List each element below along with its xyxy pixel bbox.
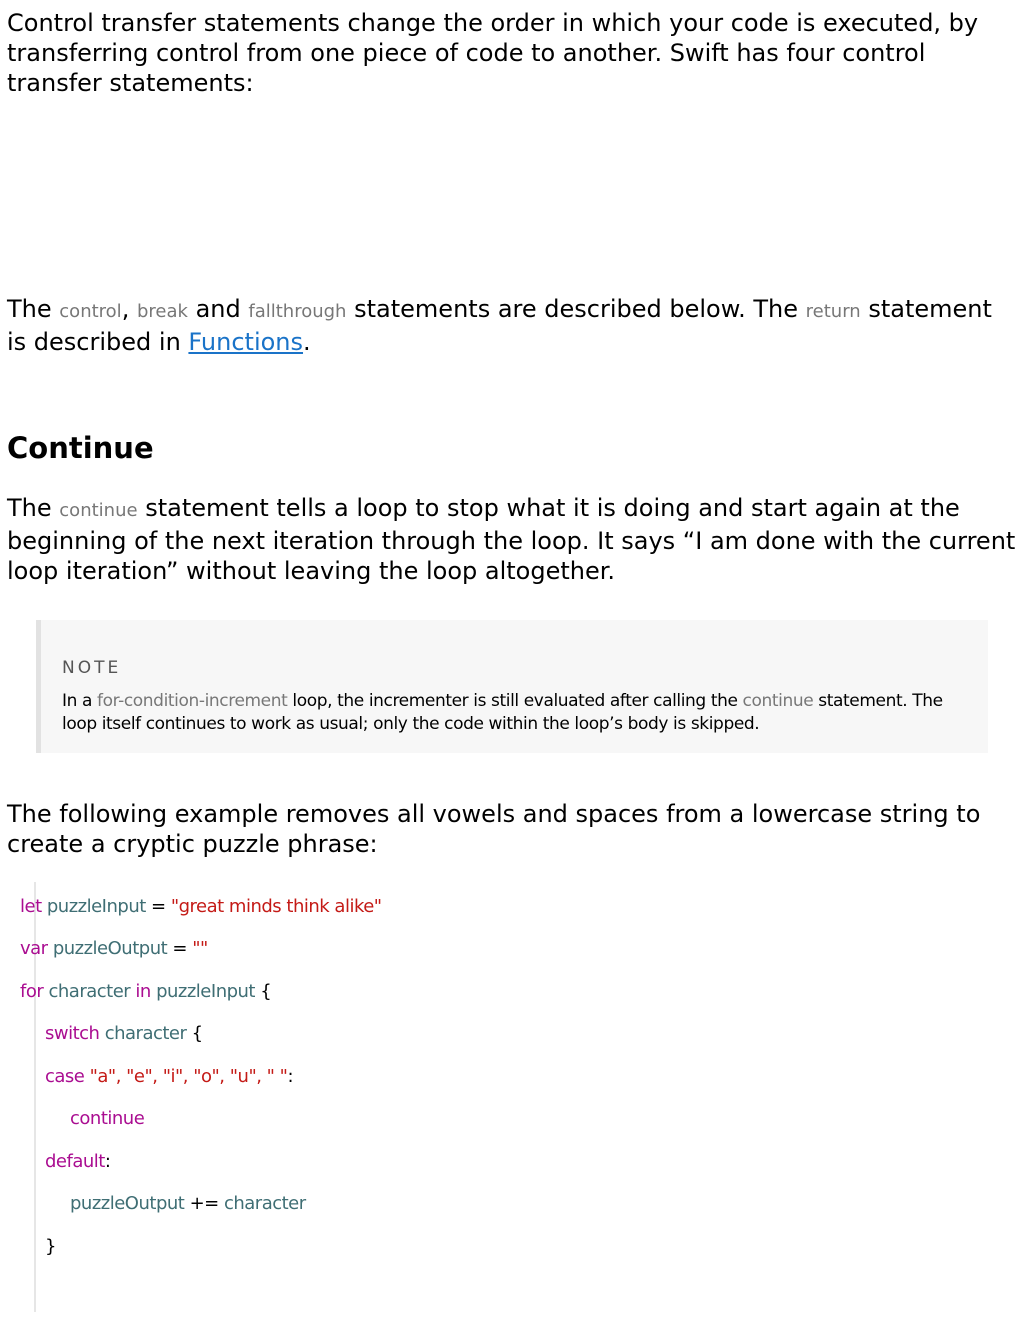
code-punctuation: : — [104, 1151, 111, 1172]
text: . — [303, 328, 311, 356]
code-operator: = — [145, 896, 171, 917]
code-line — [70, 1107, 144, 1131]
code-line — [45, 1235, 56, 1259]
code-line — [20, 895, 382, 919]
code-keyword: continue — [70, 1108, 145, 1129]
code-punctuation: : — [287, 1066, 294, 1087]
code-keyword: var — [20, 938, 48, 959]
code-block — [20, 882, 936, 1312]
code-punctuation: { — [255, 981, 272, 1002]
note-body — [62, 690, 962, 736]
code-line — [20, 980, 271, 1004]
keyword-continue: continue — [59, 500, 138, 521]
note-title: NOTE — [62, 658, 122, 678]
code-keyword: for — [20, 981, 44, 1002]
code-line — [45, 1065, 293, 1089]
code-punctuation: { — [186, 1023, 203, 1044]
code-identifier: puzzleOutput — [70, 1193, 185, 1214]
code-keyword: case — [45, 1066, 85, 1087]
section-heading: Continue — [7, 431, 154, 465]
code-string: "great minds think alike" — [170, 896, 382, 917]
keyword-control: control — [59, 301, 122, 322]
code-punctuation: } — [45, 1236, 56, 1257]
code-keyword: switch — [45, 1023, 100, 1044]
continue-paragraph — [7, 493, 1017, 586]
code-keyword: let — [20, 896, 42, 917]
statements-paragraph — [7, 294, 1017, 357]
text: statement is described in — [7, 295, 992, 356]
text: and — [195, 295, 241, 323]
text: statement tells a loop to stop what it is doing and start again at the beginning of the next iteration through the loop. It says “I am done with the current loop iteration” without leaving the loop altogether. — [7, 494, 1016, 585]
code-identifier: character — [223, 1193, 306, 1214]
code-identifier: puzzleOutput — [52, 938, 168, 959]
keyword-return: return — [805, 301, 861, 322]
code-line — [45, 1150, 110, 1174]
code-identifier: puzzleInput — [156, 981, 255, 1002]
code-string: "a", "e", "i", "o", "u", " " — [89, 1066, 288, 1087]
code-identifier: character — [48, 981, 131, 1002]
functions-link[interactable]: Functions — [188, 328, 304, 356]
text: statements are described below. The — [354, 295, 799, 323]
code-identifier: puzzleInput — [46, 896, 146, 917]
keyword-break: break — [136, 301, 188, 322]
keyword-for-condition-increment: for-condition-increment — [97, 691, 288, 711]
code-line — [45, 1022, 203, 1046]
note-box — [36, 620, 988, 753]
code-operator: = — [167, 938, 193, 959]
code-keyword: default — [45, 1151, 105, 1172]
code-line — [20, 937, 208, 961]
keyword-fallthrough: fallthrough — [248, 301, 347, 322]
text: The — [7, 295, 52, 323]
code-identifier: character — [104, 1023, 187, 1044]
keyword-continue: continue — [742, 691, 814, 711]
code-string: "" — [192, 938, 208, 959]
text: The — [7, 494, 52, 522]
text: , — [121, 295, 130, 323]
text: loop, the incrementer is still evaluated after calling the — [292, 691, 738, 711]
text: In a — [62, 691, 93, 711]
example-paragraph: The following example removes all vowels and spaces from a lowercase string to create a cryptic puzzle phrase: — [7, 800, 981, 858]
code-keyword: in — [135, 981, 151, 1002]
text: statement. The loop itself continues to work as usual; only the code within the loop’s body is skipped. — [62, 691, 943, 734]
intro-paragraph: Control transfer statements change the order in which your code is executed, by transferring control from one piece of code to another. Swift has four control transfer statements: — [7, 9, 979, 97]
code-line — [70, 1192, 306, 1216]
code-operator: += — [184, 1193, 224, 1214]
